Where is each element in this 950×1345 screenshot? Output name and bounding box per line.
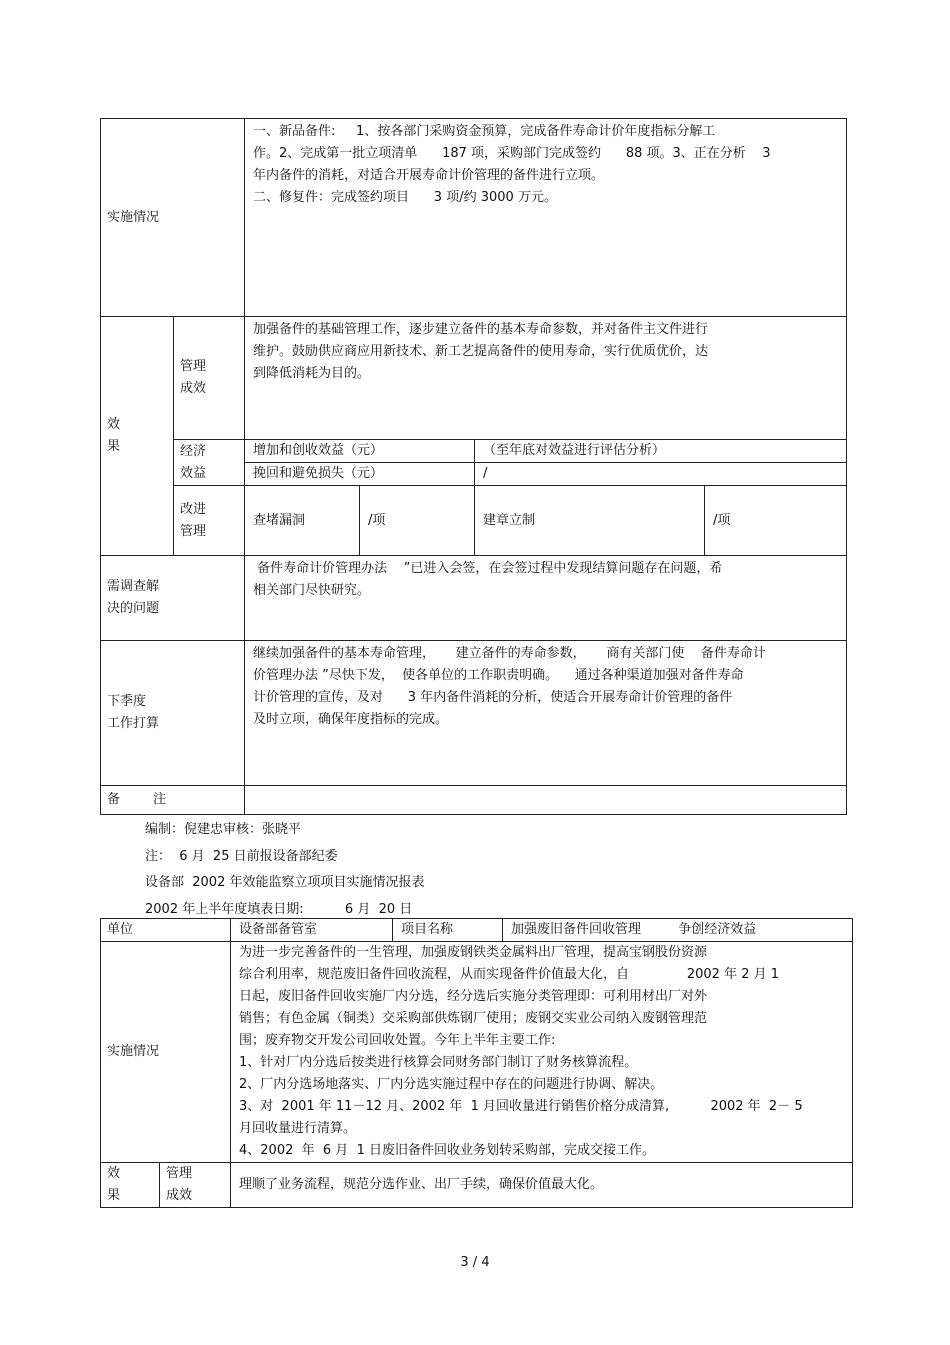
deadline-note: 注： 6 月 25 日前报设备部纪委 [145, 849, 338, 864]
mgmt-content: 加强备件的基础管理工作，逐步建立备件的基本寿命参数，并对备件主文件进行 维护。鼓励供应商应用新技术、新工艺提高备件的使用寿命，实行优质优价，达 到降低消耗为目的。 [245, 317, 847, 440]
impl-label: 实施情况 [101, 119, 245, 317]
next-content: 继续加强备件的基本寿命管理， 建立备件的寿命参数， 商有关部门使 备件寿命计 价管理办法 ”尽快下发， 使各单位的工作职责明确。 通过各种渠道加强对备件寿命 计价管理的宣传，及对 3 年内备件消耗的分析，使适合开展寿命计价管理的备件 及时立项，确保年度指标的完成。 [245, 641, 847, 786]
econ-row1-label: 增加和创收效益（元） [245, 440, 475, 463]
project-label: 项目名称 [393, 919, 503, 942]
effect2-label: 效 果 [101, 1163, 160, 1208]
impl-content: 一、新品备件: 1、按各部门采购资金预算，完成备件寿命计价年度指标分解工 作。2、完成第一批立项清单 187 项，采购部门完成签约 88 项。3、正在分析 3 年内备件的消耗，对适合开展寿命计价管理的备件进行立项。 二、修复件：完成签约项目 3 项/约 3000 万元。 [245, 119, 847, 317]
issues-label: 需调查解 决的问题 [101, 556, 245, 641]
improve-c2: /项 [360, 486, 475, 556]
fill-date: 2002 年上半年度填表日期: 6 月 20 日 [145, 902, 413, 917]
unit-label: 单位 [101, 919, 231, 942]
improve-c4: /项 [705, 486, 847, 556]
report-table-2 [100, 918, 853, 1208]
page-number: 3 / 4 [460, 1255, 490, 1270]
econ-row2-value: / [475, 463, 847, 486]
project-value: 加强废旧备件回收管理 争创经济效益 [503, 919, 853, 942]
impl2-content: 为进一步完善备件的一生管理，加强废钢铁类金属料出厂管理，提高宝钢股份资源 综合利用率，规范废旧备件回收流程，从而实现备件价值最大化，自 2002 年 2 月 1 日起，废旧备件回收实施厂内分选，经分选后实施分类管理即：可利用材出厂对外 销售；有色金属（铜类）交采购部供炼钢厂使用；废钢交实业公司纳入废钢管理范 围；废弃物交开发公司回收处置。今年上半年主要工作: 1、针对厂内分选后按类进行核算会同财务部门制订了财务核算流程。 2、厂内分选场地落实、厂内分选实施过程中存在的问题进行协调、解决。 3、对 2001 年 11－12 月、2002 年 1 月回收量进行销售价格分成清算, 2002 年 2－ 5 月回收量进行清算。 4、2002 年 6 月 1 日废旧备件回收业务划转采购部，完成交接工作。 [231, 942, 853, 1163]
impl2-label: 实施情况 [101, 942, 231, 1163]
next-label: 下季度 工作打算 [101, 641, 245, 786]
mgmt-label: 管理 成效 [174, 317, 245, 440]
remark-content [245, 786, 847, 815]
remark-label: 备 注 [101, 786, 245, 815]
issues-content: 备件寿命计价管理办法 ”已进入会签，在会签过程中发现结算问题存在问题，希 相关部门尽快研究。 [245, 556, 847, 641]
econ-label: 经济 效益 [174, 440, 245, 486]
improve-c3: 建章立制 [475, 486, 705, 556]
improve-label: 改进 管理 [174, 486, 245, 556]
econ-row2-label: 挽回和避免损失（元） [245, 463, 475, 486]
report-table-1 [100, 118, 847, 815]
unit-value: 设备部备管室 [231, 919, 393, 942]
improve-c1: 查堵漏洞 [245, 486, 360, 556]
mgmt2-content: 理顺了业务流程，规范分选作业、出厂手续，确保价值最大化。 [231, 1163, 853, 1208]
effect-label: 效 果 [101, 317, 174, 556]
econ-row1-value: （至年底对效益进行评估分析） [475, 440, 847, 463]
form-title: 设备部 2002 年效能监察立项项目实施情况报表 [145, 875, 425, 890]
mgmt2-label: 管理 成效 [160, 1163, 231, 1208]
compiled-by-note: 编制：倪建忠审核：张晓平 [145, 822, 302, 837]
